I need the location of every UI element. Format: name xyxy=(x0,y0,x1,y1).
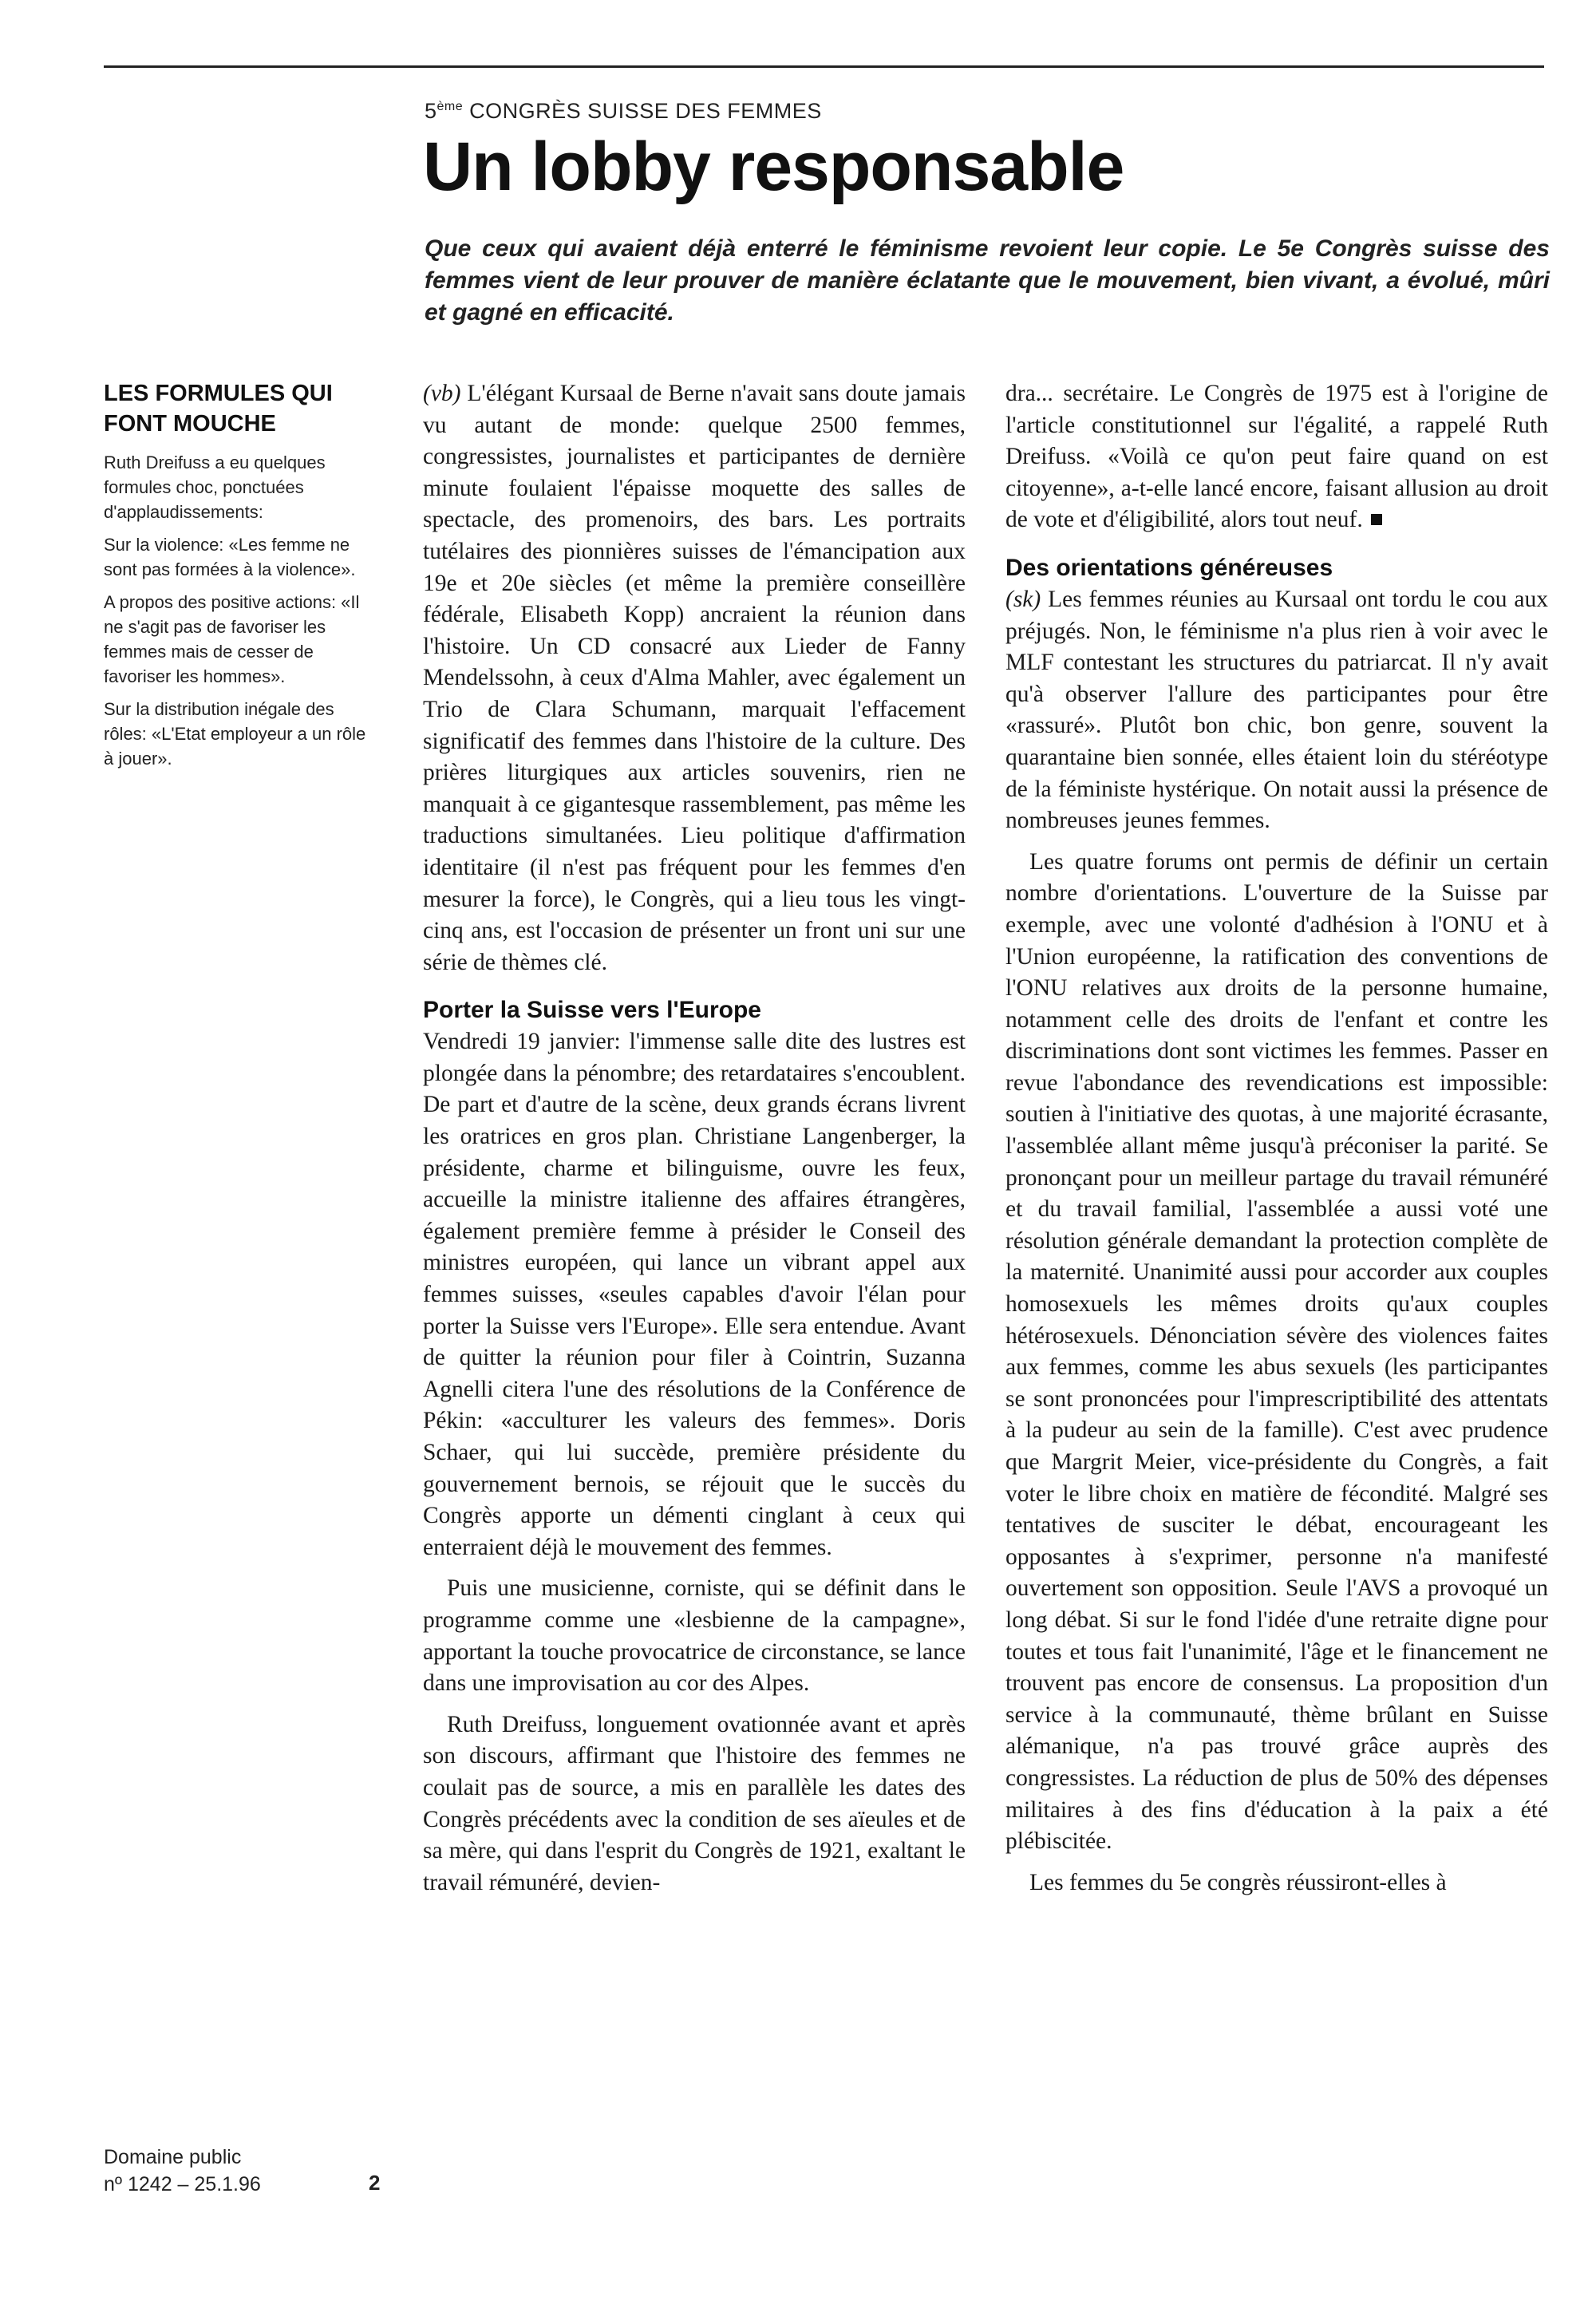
article-column-2 xyxy=(1005,378,1548,1899)
kicker-text: CONGRÈS SUISSE DES FEMMES xyxy=(463,99,822,123)
article-column-1 xyxy=(423,378,966,1899)
author-initials-2: (sk) xyxy=(1005,586,1041,612)
article2-paragraph-2: Les quatre forums ont permis de définir un certain nombre d'orientations. L'ouverture de la Suisse par exemple, avec une volonté d'adhésion à l'ONU et à l'Union européenne, la ratification des conventions de l'ONU relatives aux droits de la personne humaine, notamment celle des droits de l'enfant et contre les discriminations dont sont victimes les femmes. Passer en revue l'abondance des revendications est impossible: soutien à l'initiative des quotas, à une majorité écrasante, l'assemblée allant même jusqu'à préconiser la parité. Se prononçant pour un meilleur partage du travail rémunéré et du travail familial, l'assemblée a aussi voté une résolution générale demandant la protection complète de la maternité. Unanimité aussi pour accorder aux couples homosexuels les mêmes droits qu'aux couples hétérosexuels. Dénonciation sévère des violences faites aux femmes, comme les abus sexuels (les participantes se sont prononcées pour l'imprescriptibilité des attentats à la pudeur au sein de la famille). C'est avec prudence que Margrit Meier, vice-présidente du Congrès, a fait voter le libre choix en matière de fécondité. Malgré ses tentatives de susciter le débat, encourageant les opposantes à s'exprimer, personne n'a manifesté ouvertement son opposition. Seule l'AVS a provoqué un long débat. Si sur le fond l'idée d'une retraite digne pour toutes et tous fait l'unanimité, l'âge et le financement ne trouvent pas encore de consensus. La proposition d'un service à la communauté, thème brûlant en Suisse alémanique, n'a pas trouvé grâce auprès des congressistes. La réduction de plus de 50% des dépenses militaires à des fins d'éducation à la paix a été plébiscitée. xyxy=(1005,848,1548,1855)
author-initials: (vb) xyxy=(423,381,461,406)
article1-paragraph-5: dra... secrétaire. Le Congrès de 1975 est à l'origine de l'article constitutionnel sur l'égalité, a rappelé Ruth Dreifuss. «Voilà ce qu'on peut faire quand on est citoyenne», a-t-elle lancé encore, faisant allusion au droit de vote et d'éligibilité, alors tout neuf. xyxy=(1005,381,1548,533)
kicker-number: 5 xyxy=(425,99,437,123)
subheading-orientations: Des orientations généreuses xyxy=(1005,554,1333,581)
section-kicker xyxy=(425,99,822,124)
sidebar-quote-violence: Sur la violence: «Les femme ne sont pas formées à la violence». xyxy=(104,535,356,579)
top-rule xyxy=(104,65,1544,68)
article-title: Un lobby responsable xyxy=(423,128,1124,205)
sidebar-quote-positive-actions: A propos des positive actions: «Il ne s'agit pas de favoriser les femmes mais de cesser de favoriser les hommes». xyxy=(104,592,360,686)
sidebar-title: LES FORMULES QUI FONT MOUCHE xyxy=(104,381,333,437)
kicker-superscript: ème xyxy=(437,100,464,113)
sidebar-quote-roles: Sur la distribution inégale des rôles: «L'Etat employeur a un rôle à jouer». xyxy=(104,699,366,769)
article-lead: Que ceux qui avaient déjà enterré le féminisme revoient leur copie. Le 5e Congrès suisse des femmes vient de leur prouver de manière éclatante que le mouvement, bien vivant, a évolué, mûri et gagné en efficacité. xyxy=(425,235,1550,326)
end-of-article-mark xyxy=(1371,514,1382,525)
page-number: 2 xyxy=(369,2171,381,2195)
article1-paragraph-1: (vb) L'élégant Kursaal de Berne n'avait sans doute jamais vu autant de monde: quelque 2500 femmes, congressistes, journalistes et participantes de dernière minute foulaient l'épaisse moquette des salles de spectacle, des promenoirs, des bars. Les portraits tutélaires des pionnières suisses de l'émancipation aux 19e et 20e siècles (et même la première conseillère fédérale, Elisabeth Kopp) ancraient la réunion dans l'histoire. Un CD consacré aux Lieder de Fanny Mendelssohn, à ceux d'Alma Mahler, avec également un Trio de Clara Schumann, marquait l'effacement significatif des femmes dans l'histoire de la culture. Des prières liturgiques aux articles souvenirs, rien ne manquait à ce gigantesque rassemblement, pas même les traductions simultanées. Lieu politique d'affirmation identitaire (il n'est pas fréquent pour les femmes d'en mesurer la force), le Congrès, qui a lieu tous les vingt-cinq ans, est l'occasion de présenter un front uni sur une série de thèmes clé. xyxy=(423,381,966,975)
article2-paragraph-3: Les femmes du 5e congrès réussiront-elles à xyxy=(1029,1869,1447,1895)
article2-paragraph-1: (sk) Les femmes réunies au Kursaal ont tordu le cou aux préjugés. Non, le féminisme n'a plus rien à voir avec le MLF contestant les structures du patriarcat. Il n'y avait qu'à observer l'allure des participantes pour être «rassuré». Plutôt bon chic, bon genre, souvent la quarantaine bien sonnée, elles étaient loin du stéréotype de la féministe hystérique. On notait aussi la présence de nombreuses jeunes femmes. xyxy=(1005,586,1548,834)
issue-info: nº 1242 – 25.1.96 xyxy=(104,2173,261,2195)
article1-paragraph-2: Vendredi 19 janvier: l'immense salle dite des lustres est plongée dans la pénombre; des retardataires s'encoublent. De part et d'autre de la scène, deux grands écrans livrent les oratrices en gros plan. Christiane Langenberger, la présidente, charme et bilinguisme, ouvre les feux, accueille la ministre italienne des affaires étrangères, également première femme à présider le Conseil des ministres européen, qui lance un vibrant appel aux femmes suisses, «seules capables d'avoir l'élan pour porter la Suisse vers l'Europe». Elle sera entendue. Avant de quitter la réunion pour filer à Cointrin, Suzanna Agnelli citera l'une des résolutions de la Conférence de Pékin: «acculturer les valeurs des femmes». Doris Schaer, qui lui succède, première présidente du gouvernement bernois, se réjouit que le succès du Congrès apporte un démenti cinglant à ceux qui enterraient déjà le mouvement des femmes. xyxy=(423,1029,966,1560)
article1-paragraph-4: Ruth Dreifuss, longuement ovationnée avant et après son discours, affirmant que l'histoire des femmes ne coulait pas de source, a mis en parallèle les dates des Congrès précédents avec la condition de ses aïeules et de sa mère, qui dans l'esprit du Congrès de 1921, exaltant le travail rémunéré, devien- xyxy=(423,1711,966,1895)
publication-name: Domaine public xyxy=(104,2146,242,2168)
subheading-europe: Porter la Suisse vers l'Europe xyxy=(423,997,761,1024)
article1-paragraph-3: Puis une musicienne, corniste, qui se définit dans le programme comme une «lesbienne de la campagne», apportant la touche provocatrice de circonstance, se lance dans une improvisation au cor des Alpes. xyxy=(423,1575,966,1697)
publication-footer xyxy=(104,2144,261,2198)
sidebar-intro: Ruth Dreifuss a eu quelques formules choc, ponctuées d'applaudissements: xyxy=(104,452,326,522)
sidebar-box xyxy=(104,378,375,779)
